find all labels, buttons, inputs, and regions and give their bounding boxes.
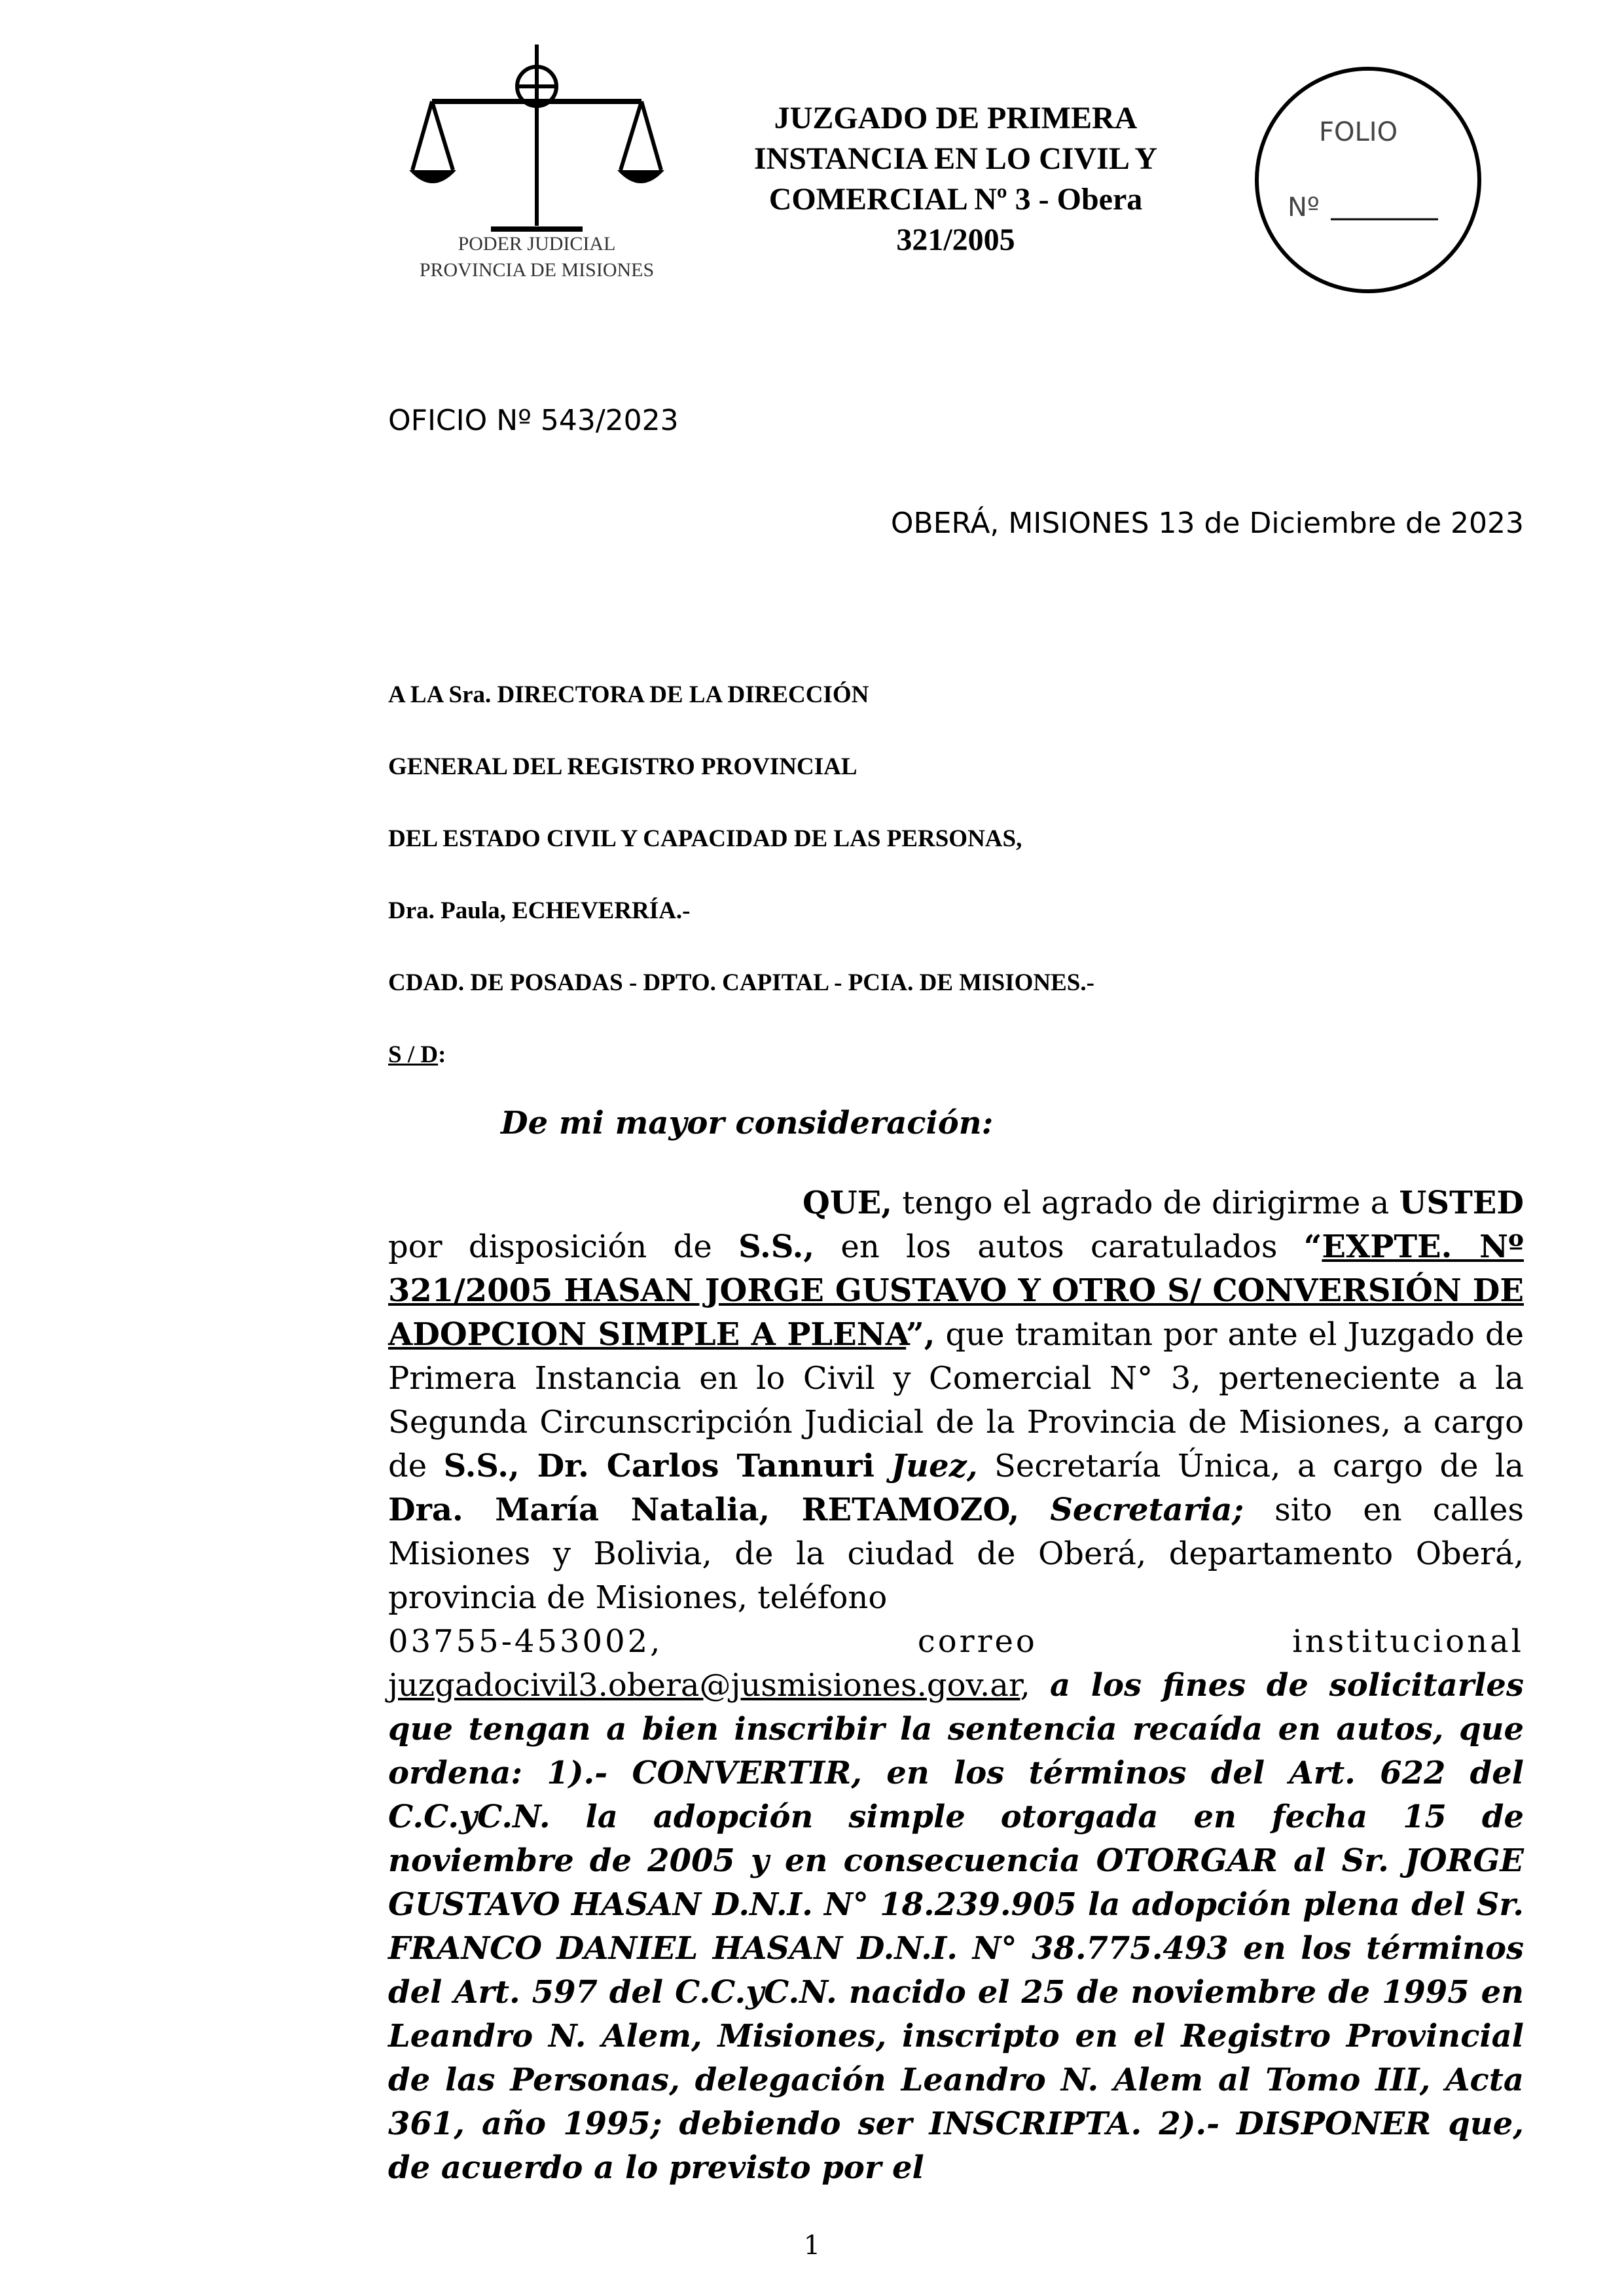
body-ss: S.S.,: [738, 1229, 815, 1265]
addressee-line-2: GENERAL DEL REGISTRO PROVINCIAL: [388, 753, 857, 780]
sd-colon: :: [438, 1041, 446, 1068]
folio-stamp: [1247, 62, 1489, 298]
body-text-span: tengo el agrado de dirigirme a: [892, 1185, 1399, 1221]
folio-number-label: Nº: [1288, 192, 1320, 223]
body-text-span: en los autos caratulados: [814, 1229, 1304, 1265]
court-header-line-3: COMERCIAL Nº 3 - Obera: [768, 182, 1143, 217]
judicial-emblem-logo: [406, 39, 668, 291]
body-usted: USTED: [1399, 1185, 1524, 1221]
case-title-close-quote: ”,: [906, 1316, 935, 1353]
addressee-line-4: Dra. Paula, ECHEVERRÍA.-: [388, 897, 691, 924]
body-text-span: Secretaría Única, a cargo de la: [977, 1448, 1525, 1484]
addressee-line-5: CDAD. DE POSADAS - DPTO. CAPITAL - PCIA. DE MISIONES.-: [388, 969, 1094, 996]
body-text-span: sito en calles Misiones y Bolivia, de la ciudad de Oberá, departamento Oberá, provincia de Misiones, teléfono: [388, 1492, 1524, 1616]
folio-label: FOLIO: [1319, 117, 1398, 147]
court-header-line-2: INSTANCIA EN LO CIVIL Y: [753, 141, 1158, 176]
body-text-span: ,: [1020, 1667, 1050, 1704]
page-number: 1: [803, 2231, 821, 2261]
secretary-title: Secretaria;: [1050, 1492, 1244, 1528]
emblem-caption-1: PODER JUDICIAL: [458, 233, 616, 255]
court-header-line-4: 321/2005: [896, 223, 1015, 257]
institutional-email-link[interactable]: juzgadocivil3.obera@jusmisiones.gov.ar: [388, 1667, 1020, 1704]
phone-and-email-label: 03755-453002, correo institucional: [388, 1623, 1524, 1660]
case-title: EXPTE. Nº 321/2005 HASAN JORGE GUSTAVO Y OTRO S/ CONVERSIÓN DE ADOPCION SIMPLE A PLENA: [388, 1229, 1524, 1353]
emblem-caption-2: PROVINCIA DE MISIONES: [419, 259, 655, 281]
secretary-name: Dra. María Natalia, RETAMOZO,: [388, 1492, 1020, 1528]
case-title-open-quote: “: [1303, 1229, 1322, 1265]
body-que: QUE,: [803, 1185, 892, 1221]
request-and-resolution: a los fines de solicitarles que tengan a bien inscribir la sentencia recaída en autos, que ordena: 1).- CONVERTIR, en los términos del Art. 622 del C.C.yC.N. la adopción simple otorgada en fecha 15 de noviembre de 2005 y en consecuencia OTORGAR al Sr. JORGE GUSTAVO HASAN D.N.I. N° 18.239.905 la adopción plena del Sr. FRANCO DANIEL HASAN D.N.I. N° 38.775.493 en los términos del Art. 597 del C.C.yC.N. nacido el 25 de noviembre de 1995 en Leandro N. Alem, Misiones, inscripto en el Registro Provincial de las Personas, delegación Leandro N. Alem al Tomo III, Acta 361, año 1995; debiendo ser INSCRIPTA. 2).- DISPONER que, de acuerdo a lo previsto por el: [388, 1667, 1524, 2186]
judge-name: S.S., Dr. Carlos Tannuri: [443, 1448, 875, 1484]
salutation: De mi mayor consideración:: [501, 1105, 994, 1141]
addressee-line-1: A LA Sra. DIRECTORA DE LA DIRECCIÓN: [388, 681, 869, 708]
addressee-line-3: DEL ESTADO CIVIL Y CAPACIDAD DE LAS PERSONAS,: [388, 825, 1022, 852]
addressee-sd: [388, 1041, 446, 1069]
court-header: [713, 98, 1198, 260]
judge-title: Juez,: [891, 1448, 978, 1484]
body-text-span: por disposición de: [388, 1229, 739, 1265]
sd-underlined: S / D: [388, 1041, 439, 1068]
court-header-line-1: JUZGADO DE PRIMERA: [774, 101, 1138, 135]
oficio-number: OFICIO Nº 543/2023: [388, 404, 679, 437]
body-text-span: [875, 1448, 891, 1484]
body-paragraph: [388, 1181, 1524, 2190]
body-text-span: que tramitan por ante el Juzgado de Primera Instancia en lo Civil y Comercial N° 3, perteneciente a la Segunda Circunscripción Judicial de la Provincia de Misiones, a cargo de: [388, 1316, 1524, 1484]
place-date: OBERÁ, MISIONES 13 de Diciembre de 2023: [890, 507, 1524, 540]
body-text-span: [1019, 1492, 1050, 1528]
